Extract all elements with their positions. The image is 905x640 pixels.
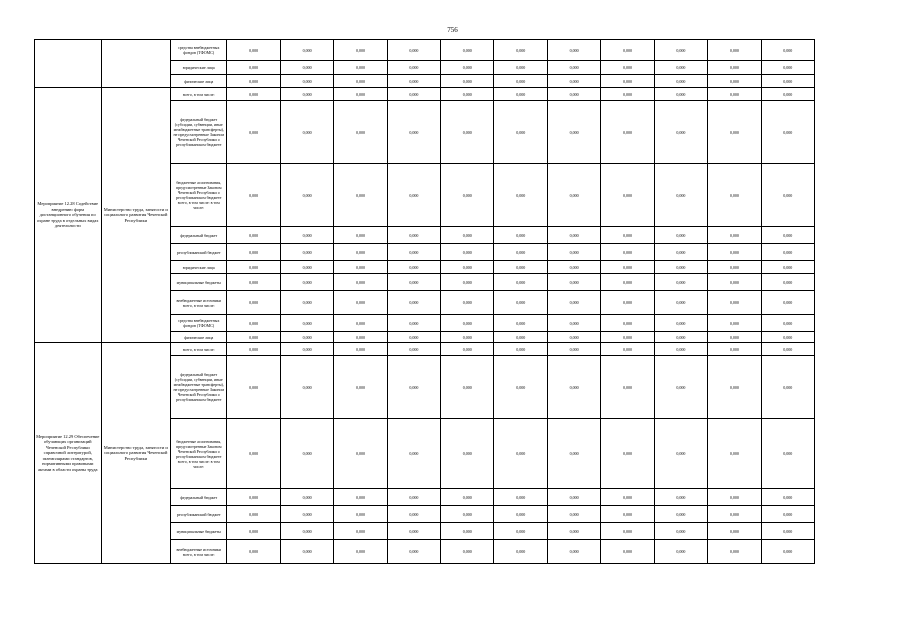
value-cell: 0,000 bbox=[708, 343, 761, 356]
value-cell: 0,000 bbox=[227, 332, 280, 343]
value-cell: 0,000 bbox=[547, 88, 600, 101]
value-cell: 0,000 bbox=[654, 315, 707, 332]
value-cell: 0,000 bbox=[547, 40, 600, 61]
value-cell: 0,000 bbox=[494, 343, 547, 356]
value-cell: 0,000 bbox=[227, 244, 280, 261]
value-cell: 0,000 bbox=[494, 332, 547, 343]
value-cell: 0,000 bbox=[494, 274, 547, 291]
value-cell: 0,000 bbox=[227, 61, 280, 75]
value-cell: 0,000 bbox=[280, 356, 333, 419]
value-cell: 0,000 bbox=[227, 88, 280, 101]
funding-table bbox=[34, 39, 815, 564]
funding-source-cell: физические лица bbox=[171, 332, 227, 343]
value-cell: 0,000 bbox=[227, 101, 280, 164]
value-cell: 0,000 bbox=[387, 419, 440, 489]
value-cell: 0,000 bbox=[441, 356, 494, 419]
value-cell: 0,000 bbox=[708, 75, 761, 88]
value-cell: 0,000 bbox=[334, 291, 387, 315]
value-cell: 0,000 bbox=[708, 261, 761, 274]
value-cell: 0,000 bbox=[334, 61, 387, 75]
value-cell: 0,000 bbox=[334, 356, 387, 419]
value-cell: 0,000 bbox=[761, 244, 814, 261]
table-row bbox=[35, 343, 815, 356]
value-cell: 0,000 bbox=[654, 40, 707, 61]
page-number: 756 bbox=[447, 26, 458, 34]
value-cell: 0,000 bbox=[547, 540, 600, 564]
value-cell: 0,000 bbox=[547, 227, 600, 244]
value-cell: 0,000 bbox=[708, 164, 761, 227]
value-cell: 0,000 bbox=[547, 261, 600, 274]
value-cell: 0,000 bbox=[280, 506, 333, 523]
value-cell: 0,000 bbox=[387, 101, 440, 164]
value-cell: 0,000 bbox=[708, 506, 761, 523]
value-cell: 0,000 bbox=[654, 343, 707, 356]
measure-cell bbox=[35, 40, 102, 88]
value-cell: 0,000 bbox=[601, 261, 654, 274]
value-cell: 0,000 bbox=[280, 540, 333, 564]
value-cell: 0,000 bbox=[547, 419, 600, 489]
value-cell: 0,000 bbox=[601, 227, 654, 244]
value-cell: 0,000 bbox=[547, 332, 600, 343]
value-cell: 0,000 bbox=[547, 61, 600, 75]
value-cell: 0,000 bbox=[227, 261, 280, 274]
executor-cell: Министерство труда, занятости и социального развития Чеченской Республики bbox=[101, 343, 171, 564]
value-cell: 0,000 bbox=[441, 419, 494, 489]
value-cell: 0,000 bbox=[547, 343, 600, 356]
value-cell: 0,000 bbox=[494, 75, 547, 88]
value-cell: 0,000 bbox=[547, 244, 600, 261]
value-cell: 0,000 bbox=[654, 88, 707, 101]
value-cell: 0,000 bbox=[280, 274, 333, 291]
value-cell: 0,000 bbox=[227, 291, 280, 315]
value-cell: 0,000 bbox=[441, 261, 494, 274]
value-cell: 0,000 bbox=[280, 261, 333, 274]
value-cell: 0,000 bbox=[387, 244, 440, 261]
value-cell: 0,000 bbox=[334, 88, 387, 101]
value-cell: 0,000 bbox=[547, 315, 600, 332]
value-cell: 0,000 bbox=[494, 540, 547, 564]
value-cell: 0,000 bbox=[494, 40, 547, 61]
value-cell: 0,000 bbox=[761, 75, 814, 88]
measure-cell: Мероприятие 12.29 Обеспечение обучающих организаций Чеченской Республики справочной литературой, экземплярами стандартов, нормативными правовыми актами в области охраны труда bbox=[35, 343, 102, 564]
value-cell: 0,000 bbox=[334, 523, 387, 540]
value-cell: 0,000 bbox=[547, 489, 600, 506]
value-cell: 0,000 bbox=[761, 356, 814, 419]
value-cell: 0,000 bbox=[494, 164, 547, 227]
value-cell: 0,000 bbox=[441, 523, 494, 540]
value-cell: 0,000 bbox=[280, 61, 333, 75]
value-cell: 0,000 bbox=[441, 540, 494, 564]
value-cell: 0,000 bbox=[601, 315, 654, 332]
value-cell: 0,000 bbox=[761, 506, 814, 523]
value-cell: 0,000 bbox=[761, 61, 814, 75]
value-cell: 0,000 bbox=[654, 489, 707, 506]
value-cell: 0,000 bbox=[761, 332, 814, 343]
funding-source-cell: федеральный бюджет bbox=[171, 227, 227, 244]
value-cell: 0,000 bbox=[547, 274, 600, 291]
value-cell: 0,000 bbox=[441, 274, 494, 291]
value-cell: 0,000 bbox=[547, 356, 600, 419]
value-cell: 0,000 bbox=[334, 489, 387, 506]
value-cell: 0,000 bbox=[601, 40, 654, 61]
value-cell: 0,000 bbox=[441, 244, 494, 261]
funding-source-cell: юридические лица bbox=[171, 61, 227, 75]
value-cell: 0,000 bbox=[227, 40, 280, 61]
value-cell: 0,000 bbox=[280, 523, 333, 540]
value-cell: 0,000 bbox=[334, 40, 387, 61]
funding-source-cell: муниципальные бюджеты bbox=[171, 523, 227, 540]
value-cell: 0,000 bbox=[494, 315, 547, 332]
value-cell: 0,000 bbox=[441, 506, 494, 523]
value-cell: 0,000 bbox=[227, 523, 280, 540]
value-cell: 0,000 bbox=[494, 356, 547, 419]
value-cell: 0,000 bbox=[601, 75, 654, 88]
value-cell: 0,000 bbox=[601, 419, 654, 489]
value-cell: 0,000 bbox=[280, 101, 333, 164]
value-cell: 0,000 bbox=[654, 419, 707, 489]
value-cell: 0,000 bbox=[708, 88, 761, 101]
value-cell: 0,000 bbox=[601, 523, 654, 540]
value-cell: 0,000 bbox=[761, 261, 814, 274]
value-cell: 0,000 bbox=[441, 227, 494, 244]
value-cell: 0,000 bbox=[280, 244, 333, 261]
value-cell: 0,000 bbox=[494, 101, 547, 164]
value-cell: 0,000 bbox=[334, 164, 387, 227]
value-cell: 0,000 bbox=[654, 274, 707, 291]
value-cell: 0,000 bbox=[227, 75, 280, 88]
measure-cell: Мероприятие 12.28 Содействие внедрению форм дистанционного обучения по охране труда в отдельных видах деятельности bbox=[35, 88, 102, 343]
funding-source-cell: республиканский бюджет bbox=[171, 244, 227, 261]
value-cell: 0,000 bbox=[441, 75, 494, 88]
value-cell: 0,000 bbox=[334, 343, 387, 356]
value-cell: 0,000 bbox=[334, 101, 387, 164]
value-cell: 0,000 bbox=[708, 274, 761, 291]
value-cell: 0,000 bbox=[280, 164, 333, 227]
value-cell: 0,000 bbox=[280, 88, 333, 101]
value-cell: 0,000 bbox=[601, 164, 654, 227]
value-cell: 0,000 bbox=[387, 61, 440, 75]
value-cell: 0,000 bbox=[547, 101, 600, 164]
value-cell: 0,000 bbox=[280, 332, 333, 343]
value-cell: 0,000 bbox=[494, 227, 547, 244]
funding-source-cell: средства внебюджетных фондов (ТФОМС) bbox=[171, 40, 227, 61]
value-cell: 0,000 bbox=[708, 291, 761, 315]
value-cell: 0,000 bbox=[547, 523, 600, 540]
value-cell: 0,000 bbox=[441, 489, 494, 506]
value-cell: 0,000 bbox=[227, 315, 280, 332]
value-cell: 0,000 bbox=[227, 343, 280, 356]
value-cell: 0,000 bbox=[387, 506, 440, 523]
value-cell: 0,000 bbox=[654, 332, 707, 343]
funding-source-cell: федеральный бюджет (субсидии, субвенции, иные межбюджетные трансферты), не предусмотренные Законом Чеченской Республики о республиканском бюджете bbox=[171, 356, 227, 419]
value-cell: 0,000 bbox=[761, 164, 814, 227]
funding-source-cell: федеральный бюджет bbox=[171, 489, 227, 506]
value-cell: 0,000 bbox=[387, 88, 440, 101]
funding-source-cell: всего, в том числе: bbox=[171, 343, 227, 356]
value-cell: 0,000 bbox=[601, 540, 654, 564]
value-cell: 0,000 bbox=[387, 227, 440, 244]
value-cell: 0,000 bbox=[334, 315, 387, 332]
value-cell: 0,000 bbox=[227, 164, 280, 227]
value-cell: 0,000 bbox=[761, 343, 814, 356]
value-cell: 0,000 bbox=[654, 261, 707, 274]
funding-source-cell: внебюджетные источники всего, в том числе: bbox=[171, 291, 227, 315]
value-cell: 0,000 bbox=[708, 332, 761, 343]
value-cell: 0,000 bbox=[387, 291, 440, 315]
value-cell: 0,000 bbox=[494, 61, 547, 75]
value-cell: 0,000 bbox=[494, 419, 547, 489]
value-cell: 0,000 bbox=[708, 61, 761, 75]
value-cell: 0,000 bbox=[334, 274, 387, 291]
value-cell: 0,000 bbox=[334, 506, 387, 523]
funding-source-cell: республиканский бюджет bbox=[171, 506, 227, 523]
funding-source-cell: всего, в том числе: bbox=[171, 88, 227, 101]
value-cell: 0,000 bbox=[761, 40, 814, 61]
value-cell: 0,000 bbox=[654, 164, 707, 227]
value-cell: 0,000 bbox=[654, 291, 707, 315]
value-cell: 0,000 bbox=[761, 227, 814, 244]
value-cell: 0,000 bbox=[708, 523, 761, 540]
value-cell: 0,000 bbox=[547, 506, 600, 523]
value-cell: 0,000 bbox=[708, 40, 761, 61]
value-cell: 0,000 bbox=[441, 40, 494, 61]
value-cell: 0,000 bbox=[761, 88, 814, 101]
value-cell: 0,000 bbox=[601, 244, 654, 261]
value-cell: 0,000 bbox=[601, 332, 654, 343]
value-cell: 0,000 bbox=[708, 489, 761, 506]
funding-source-cell: юридические лица bbox=[171, 261, 227, 274]
value-cell: 0,000 bbox=[334, 227, 387, 244]
value-cell: 0,000 bbox=[761, 419, 814, 489]
funding-source-cell: внебюджетные источники всего, в том числе: bbox=[171, 540, 227, 564]
value-cell: 0,000 bbox=[494, 291, 547, 315]
value-cell: 0,000 bbox=[280, 419, 333, 489]
executor-cell: Министерство труда, занятости и социального развития Чеченской Республики bbox=[101, 88, 171, 343]
value-cell: 0,000 bbox=[654, 244, 707, 261]
value-cell: 0,000 bbox=[494, 261, 547, 274]
value-cell: 0,000 bbox=[494, 88, 547, 101]
value-cell: 0,000 bbox=[601, 506, 654, 523]
value-cell: 0,000 bbox=[654, 101, 707, 164]
funding-source-cell: бюджетные ассигнования, предусмотренные Законом Чеченской Республики о республиканском бюджете всего, в том числе: в том числе: bbox=[171, 164, 227, 227]
value-cell: 0,000 bbox=[387, 75, 440, 88]
value-cell: 0,000 bbox=[547, 75, 600, 88]
value-cell: 0,000 bbox=[227, 489, 280, 506]
value-cell: 0,000 bbox=[227, 227, 280, 244]
table-row bbox=[35, 88, 815, 101]
value-cell: 0,000 bbox=[494, 244, 547, 261]
value-cell: 0,000 bbox=[494, 506, 547, 523]
value-cell: 0,000 bbox=[601, 88, 654, 101]
value-cell: 0,000 bbox=[387, 315, 440, 332]
value-cell: 0,000 bbox=[387, 164, 440, 227]
value-cell: 0,000 bbox=[761, 274, 814, 291]
value-cell: 0,000 bbox=[387, 40, 440, 61]
value-cell: 0,000 bbox=[441, 101, 494, 164]
value-cell: 0,000 bbox=[334, 332, 387, 343]
executor-cell bbox=[101, 40, 171, 88]
value-cell: 0,000 bbox=[547, 291, 600, 315]
value-cell: 0,000 bbox=[441, 315, 494, 332]
value-cell: 0,000 bbox=[227, 274, 280, 291]
value-cell: 0,000 bbox=[654, 523, 707, 540]
value-cell: 0,000 bbox=[387, 540, 440, 564]
table-row bbox=[35, 40, 815, 61]
value-cell: 0,000 bbox=[280, 315, 333, 332]
value-cell: 0,000 bbox=[494, 489, 547, 506]
value-cell: 0,000 bbox=[601, 61, 654, 75]
funding-source-cell: средства внебюджетных фондов (ТФОМС) bbox=[171, 315, 227, 332]
value-cell: 0,000 bbox=[387, 356, 440, 419]
value-cell: 0,000 bbox=[227, 540, 280, 564]
value-cell: 0,000 bbox=[708, 244, 761, 261]
value-cell: 0,000 bbox=[601, 343, 654, 356]
value-cell: 0,000 bbox=[441, 164, 494, 227]
value-cell: 0,000 bbox=[708, 540, 761, 564]
value-cell: 0,000 bbox=[601, 291, 654, 315]
value-cell: 0,000 bbox=[601, 489, 654, 506]
value-cell: 0,000 bbox=[761, 101, 814, 164]
funding-source-cell: федеральный бюджет (субсидии, субвенции, иные межбюджетные трансферты), не предусмотренные Законом Чеченской Республики о республиканском бюджете bbox=[171, 101, 227, 164]
value-cell: 0,000 bbox=[387, 523, 440, 540]
table-body bbox=[35, 40, 815, 564]
value-cell: 0,000 bbox=[334, 75, 387, 88]
value-cell: 0,000 bbox=[601, 274, 654, 291]
value-cell: 0,000 bbox=[654, 506, 707, 523]
value-cell: 0,000 bbox=[761, 540, 814, 564]
value-cell: 0,000 bbox=[708, 227, 761, 244]
value-cell: 0,000 bbox=[708, 419, 761, 489]
value-cell: 0,000 bbox=[708, 101, 761, 164]
value-cell: 0,000 bbox=[761, 291, 814, 315]
value-cell: 0,000 bbox=[761, 315, 814, 332]
funding-source-cell: физические лица bbox=[171, 75, 227, 88]
value-cell: 0,000 bbox=[441, 61, 494, 75]
value-cell: 0,000 bbox=[334, 261, 387, 274]
value-cell: 0,000 bbox=[280, 40, 333, 61]
value-cell: 0,000 bbox=[387, 274, 440, 291]
value-cell: 0,000 bbox=[654, 356, 707, 419]
value-cell: 0,000 bbox=[654, 61, 707, 75]
value-cell: 0,000 bbox=[654, 540, 707, 564]
value-cell: 0,000 bbox=[227, 356, 280, 419]
value-cell: 0,000 bbox=[441, 343, 494, 356]
funding-source-cell: муниципальные бюджеты bbox=[171, 274, 227, 291]
value-cell: 0,000 bbox=[280, 489, 333, 506]
value-cell: 0,000 bbox=[280, 75, 333, 88]
value-cell: 0,000 bbox=[227, 506, 280, 523]
value-cell: 0,000 bbox=[334, 540, 387, 564]
value-cell: 0,000 bbox=[761, 489, 814, 506]
value-cell: 0,000 bbox=[280, 227, 333, 244]
value-cell: 0,000 bbox=[334, 419, 387, 489]
value-cell: 0,000 bbox=[654, 227, 707, 244]
value-cell: 0,000 bbox=[441, 332, 494, 343]
value-cell: 0,000 bbox=[387, 343, 440, 356]
value-cell: 0,000 bbox=[601, 101, 654, 164]
value-cell: 0,000 bbox=[761, 523, 814, 540]
value-cell: 0,000 bbox=[387, 332, 440, 343]
funding-source-cell: бюджетные ассигнования, предусмотренные Законом Чеченской Республики о республиканском бюджете всего, в том числе: в том числе: bbox=[171, 419, 227, 489]
value-cell: 0,000 bbox=[708, 356, 761, 419]
value-cell: 0,000 bbox=[494, 523, 547, 540]
value-cell: 0,000 bbox=[708, 315, 761, 332]
value-cell: 0,000 bbox=[601, 356, 654, 419]
value-cell: 0,000 bbox=[654, 75, 707, 88]
value-cell: 0,000 bbox=[334, 244, 387, 261]
value-cell: 0,000 bbox=[441, 291, 494, 315]
value-cell: 0,000 bbox=[441, 88, 494, 101]
value-cell: 0,000 bbox=[387, 489, 440, 506]
value-cell: 0,000 bbox=[280, 291, 333, 315]
value-cell: 0,000 bbox=[227, 419, 280, 489]
value-cell: 0,000 bbox=[387, 261, 440, 274]
value-cell: 0,000 bbox=[547, 164, 600, 227]
value-cell: 0,000 bbox=[280, 343, 333, 356]
